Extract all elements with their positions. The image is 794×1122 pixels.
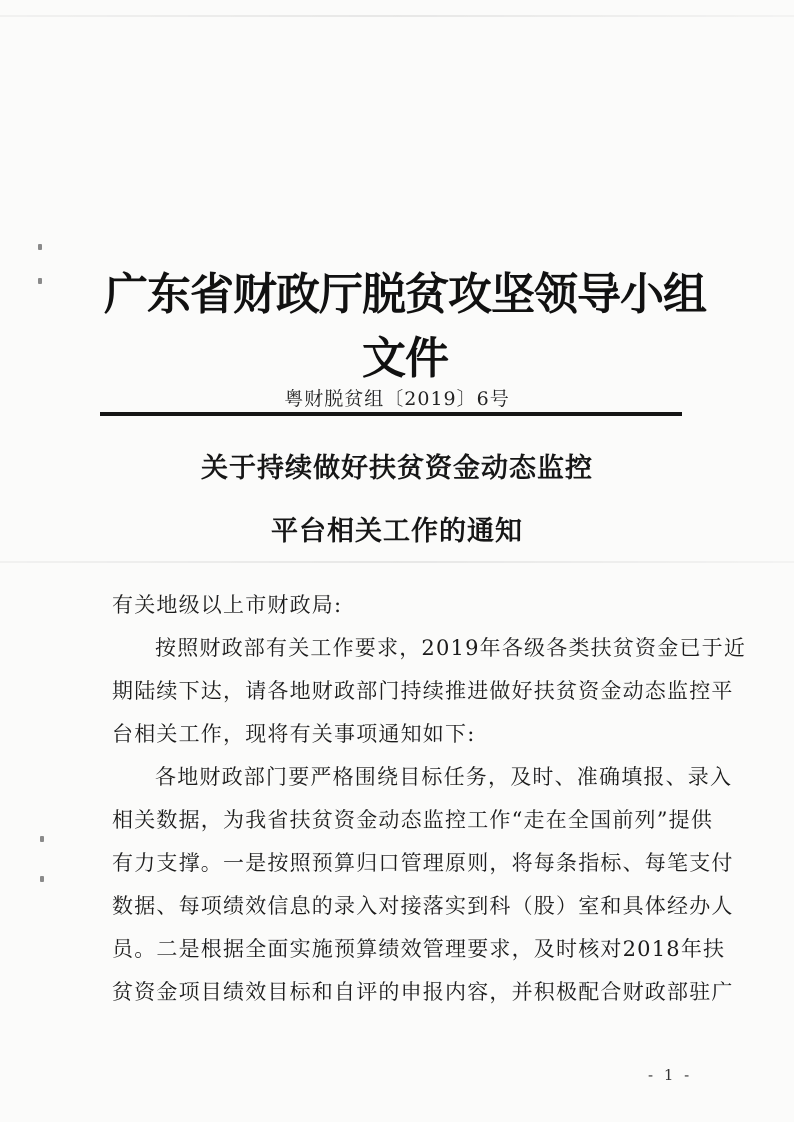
body-line: 数据、每项绩效信息的录入对接落实到科（股）室和具体经办人 bbox=[112, 894, 734, 918]
binding-mark bbox=[40, 876, 44, 882]
document-header-title: 广东省财政厅脱贫攻坚领导小组文件 bbox=[104, 269, 706, 384]
body-line: 员。二是根据全面实施预算绩效管理要求，及时核对2018年扶 bbox=[112, 937, 726, 961]
binding-mark bbox=[38, 244, 42, 250]
body-line: 按照财政部有关工作要求，2019年各级各类扶贫资金已于近 bbox=[155, 636, 747, 660]
page-number: - 1 - bbox=[648, 1066, 693, 1084]
body-line: 台相关工作，现将有关事项通知如下: bbox=[112, 722, 476, 746]
binding-mark bbox=[38, 278, 42, 284]
subject-title-line-1: 关于持续做好扶贫资金动态监控 bbox=[201, 453, 593, 484]
body-line: 相关数据，为我省扶贫资金动态监控工作“走在全国前列”提供 bbox=[112, 808, 714, 832]
body-line: 贫资金项目绩效目标和自评的申报内容，并积极配合财政部驻广 bbox=[112, 980, 734, 1004]
paper-crease bbox=[0, 15, 794, 17]
body-line: 各地财政部门要严格围绕目标任务，及时、准确填报、录入 bbox=[155, 765, 733, 789]
salutation: 有关地级以上市财政局: bbox=[112, 593, 343, 617]
body-line: 期陆续下达，请各地财政部门持续推进做好扶贫资金动态监控平 bbox=[112, 679, 734, 703]
body-line: 有力支撑。一是按照预算归口管理原则，将每条指标、每笔支付 bbox=[112, 851, 734, 875]
subject-title-line-2: 平台相关工作的通知 bbox=[271, 516, 523, 547]
paper-crease bbox=[0, 561, 794, 563]
header-divider bbox=[100, 412, 682, 416]
binding-mark bbox=[40, 836, 44, 842]
document-number: 粤财脱贫组〔2019〕6号 bbox=[284, 388, 510, 410]
